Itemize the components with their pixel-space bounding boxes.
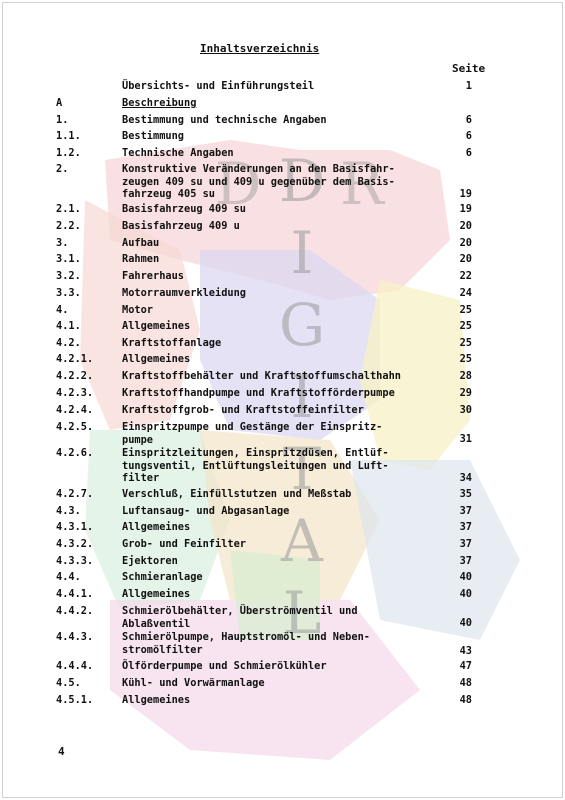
toc-entry-page: 25 (459, 320, 472, 332)
toc-entry-title: Bestimmung und technische Angaben (122, 114, 327, 126)
toc-entry-page: 43 (459, 645, 472, 657)
toc-entry-title: Schmierölbehälter, Überströmventil und Ablaßventil (122, 605, 358, 630)
toc-entry-page: 25 (459, 337, 472, 349)
toc-entry-number: 2. (56, 163, 69, 175)
watermark-letter: I (290, 363, 314, 431)
watermark-letter: L (282, 579, 322, 647)
toc-entry-number: 1. (56, 114, 69, 126)
toc-entry-number: 4.4. (56, 571, 81, 583)
toc-entry-title: Grob- und Feinfilter (122, 538, 246, 550)
toc-entry-number: 4.4.4. (56, 660, 94, 672)
toc-entry-title: Allgemeines (122, 353, 191, 365)
toc-entry-page: 6 (465, 130, 472, 142)
toc-entry-page: 28 (459, 370, 472, 382)
toc-entry-page: 37 (459, 555, 472, 567)
toc-entry-page: 35 (459, 488, 472, 500)
toc-entry-number: 3.3. (56, 287, 81, 299)
toc-entry-page: 48 (459, 677, 472, 689)
toc-entry-number: 4.2.4. (56, 404, 94, 416)
toc-entry-title: Ejektoren (122, 555, 178, 567)
toc-entry-number: 3. (56, 237, 69, 249)
toc-entry-number: 1.2. (56, 147, 81, 159)
watermark-letter: I (290, 219, 314, 287)
watermark-left-letter: D (215, 150, 262, 218)
toc-entry-title: Übersichts- und Einführungsteil (122, 80, 315, 92)
watermark-letter: A (281, 507, 323, 575)
watermark-letter: G (278, 291, 326, 359)
toc-entry-number: 2.2. (56, 220, 81, 232)
toc-entry-page: 40 (459, 571, 472, 583)
toc-entry-title: Technische Angaben (122, 147, 234, 159)
toc-entry-page: 30 (459, 404, 472, 416)
toc-entry-number: 4. (56, 304, 69, 316)
toc-entry-page: 48 (459, 694, 472, 706)
toc-entry-title: Schmieranlage (122, 571, 203, 583)
toc-entry-title: Schmierölpumpe, Hauptstromöl- und Neben- stromölfilter (122, 631, 370, 656)
toc-entry-number: 4.5. (56, 677, 81, 689)
toc-entry-number: 4.2.5. (56, 421, 94, 433)
toc-entry-number: 4.2. (56, 337, 81, 349)
toc-entry-number: 4.4.2. (56, 605, 94, 617)
page-column-header: Seite (452, 62, 486, 75)
toc-entry-title: Beschreibung (122, 97, 197, 109)
toc-entry-number: 4.3.3. (56, 555, 94, 567)
toc-entry-number: 4.3.1. (56, 521, 94, 533)
toc-entry-page: 6 (465, 147, 472, 159)
toc-entry-number: 4.3. (56, 505, 81, 517)
toc-entry-number: 4.4.1. (56, 588, 94, 600)
toc-entry-title: Kraftstoffgrob- und Kraftstoffeinfilter (122, 404, 364, 416)
toc-entry-page: 22 (459, 270, 472, 282)
toc-entry-page: 6 (465, 114, 472, 126)
toc-entry-title: Kraftstoffbehälter und Kraftstoffumschalthahn (122, 370, 401, 382)
toc-entry-title: Bestimmung (122, 130, 184, 142)
toc-entry-page: 47 (459, 660, 472, 672)
toc-entry-title: Motorraumverkleidung (122, 287, 246, 299)
toc-entry-title: Luftansaug- und Abgasanlage (122, 505, 290, 517)
toc-entry-page: 29 (459, 387, 472, 399)
toc-entry-number: 4.3.2. (56, 538, 94, 550)
toc-entry-title: Konstruktive Veränderungen an den Basisfahr- zeugen 409 su und 409 u gegenüber dem Basis- fahrzeug 405 su (122, 163, 395, 200)
toc-entry-title: Kraftstoffanlage (122, 337, 222, 349)
toc-entry-number: 3.1. (56, 253, 81, 265)
toc-entry-number: 4.2.6. (56, 447, 94, 459)
toc-entry-title: Basisfahrzeug 409 su (122, 203, 246, 215)
toc-entry-title: Motor (122, 304, 153, 316)
toc-entry-number: 4.1. (56, 320, 81, 332)
toc-entry-title: Verschluß, Einfüllstutzen und Meßstab (122, 488, 352, 500)
toc-entry-number: 4.4.3. (56, 631, 94, 643)
toc-entry-page: 25 (459, 353, 472, 365)
toc-entry-title: Allgemeines (122, 521, 191, 533)
page-title: Inhaltsverzeichnis (200, 42, 320, 55)
toc-entry-title: Aufbau (122, 237, 160, 249)
toc-entry-page: 24 (459, 287, 472, 299)
toc-entry-title: Kraftstoffhandpumpe und Kraftstofförderpumpe (122, 387, 395, 399)
watermark-letter: D (278, 147, 326, 215)
toc-entry-title: Einspritzleitungen, Einspritzdüsen, Entlüf- tungsventil, Entlüftungsleitungen und Luft- filter (122, 447, 389, 484)
toc-entry-page: 19 (459, 203, 472, 215)
toc-entry-page: 40 (459, 588, 472, 600)
toc-entry-page: 37 (459, 521, 472, 533)
toc-entry-number: 4.5.1. (56, 694, 94, 706)
toc-entry-page: 34 (459, 472, 472, 484)
toc-entry-page: 20 (459, 220, 472, 232)
toc-entry-number: 4.2.2. (56, 370, 94, 382)
toc-entry-page: 20 (459, 237, 472, 249)
toc-entry-page: 20 (459, 253, 472, 265)
toc-entry-page: 40 (459, 617, 472, 629)
toc-entry-title: Allgemeines (122, 694, 191, 706)
toc-entry-number: A (56, 97, 63, 109)
toc-entry-title: Basisfahrzeug 409 u (122, 220, 240, 232)
watermark-letter: T (282, 435, 322, 503)
toc-entry-title: Fahrerhaus (122, 270, 184, 282)
toc-entry-number: 3.2. (56, 270, 81, 282)
toc-entry-title: Allgemeines (122, 588, 191, 600)
toc-entry-page: 1 (465, 80, 472, 92)
toc-entry-number: 4.2.7. (56, 488, 94, 500)
toc-entry-title: Allgemeines (122, 320, 191, 332)
watermark-right-letter: R (340, 150, 384, 218)
toc-entry-number: 4.2.1. (56, 353, 94, 365)
toc-entry-page: 19 (459, 188, 472, 200)
toc-entry-page: 37 (459, 538, 472, 550)
toc-entry-title: Kühl- und Vorwärmanlage (122, 677, 265, 689)
toc-entry-number: 4.2.3. (56, 387, 94, 399)
toc-entry-title: Rahmen (122, 253, 160, 265)
toc-entry-title: Einspritzpumpe und Gestänge der Einspritz- pumpe (122, 421, 383, 446)
toc-entry-number: 2.1. (56, 203, 81, 215)
toc-entry-page: 25 (459, 304, 472, 316)
toc-entry-title: Ölförderpumpe und Schmierölkühler (122, 660, 327, 672)
toc-entry-page: 37 (459, 505, 472, 517)
page-number: 4 (58, 745, 65, 758)
toc-entry-number: 1.1. (56, 130, 81, 142)
toc-entry-page: 31 (459, 433, 472, 445)
